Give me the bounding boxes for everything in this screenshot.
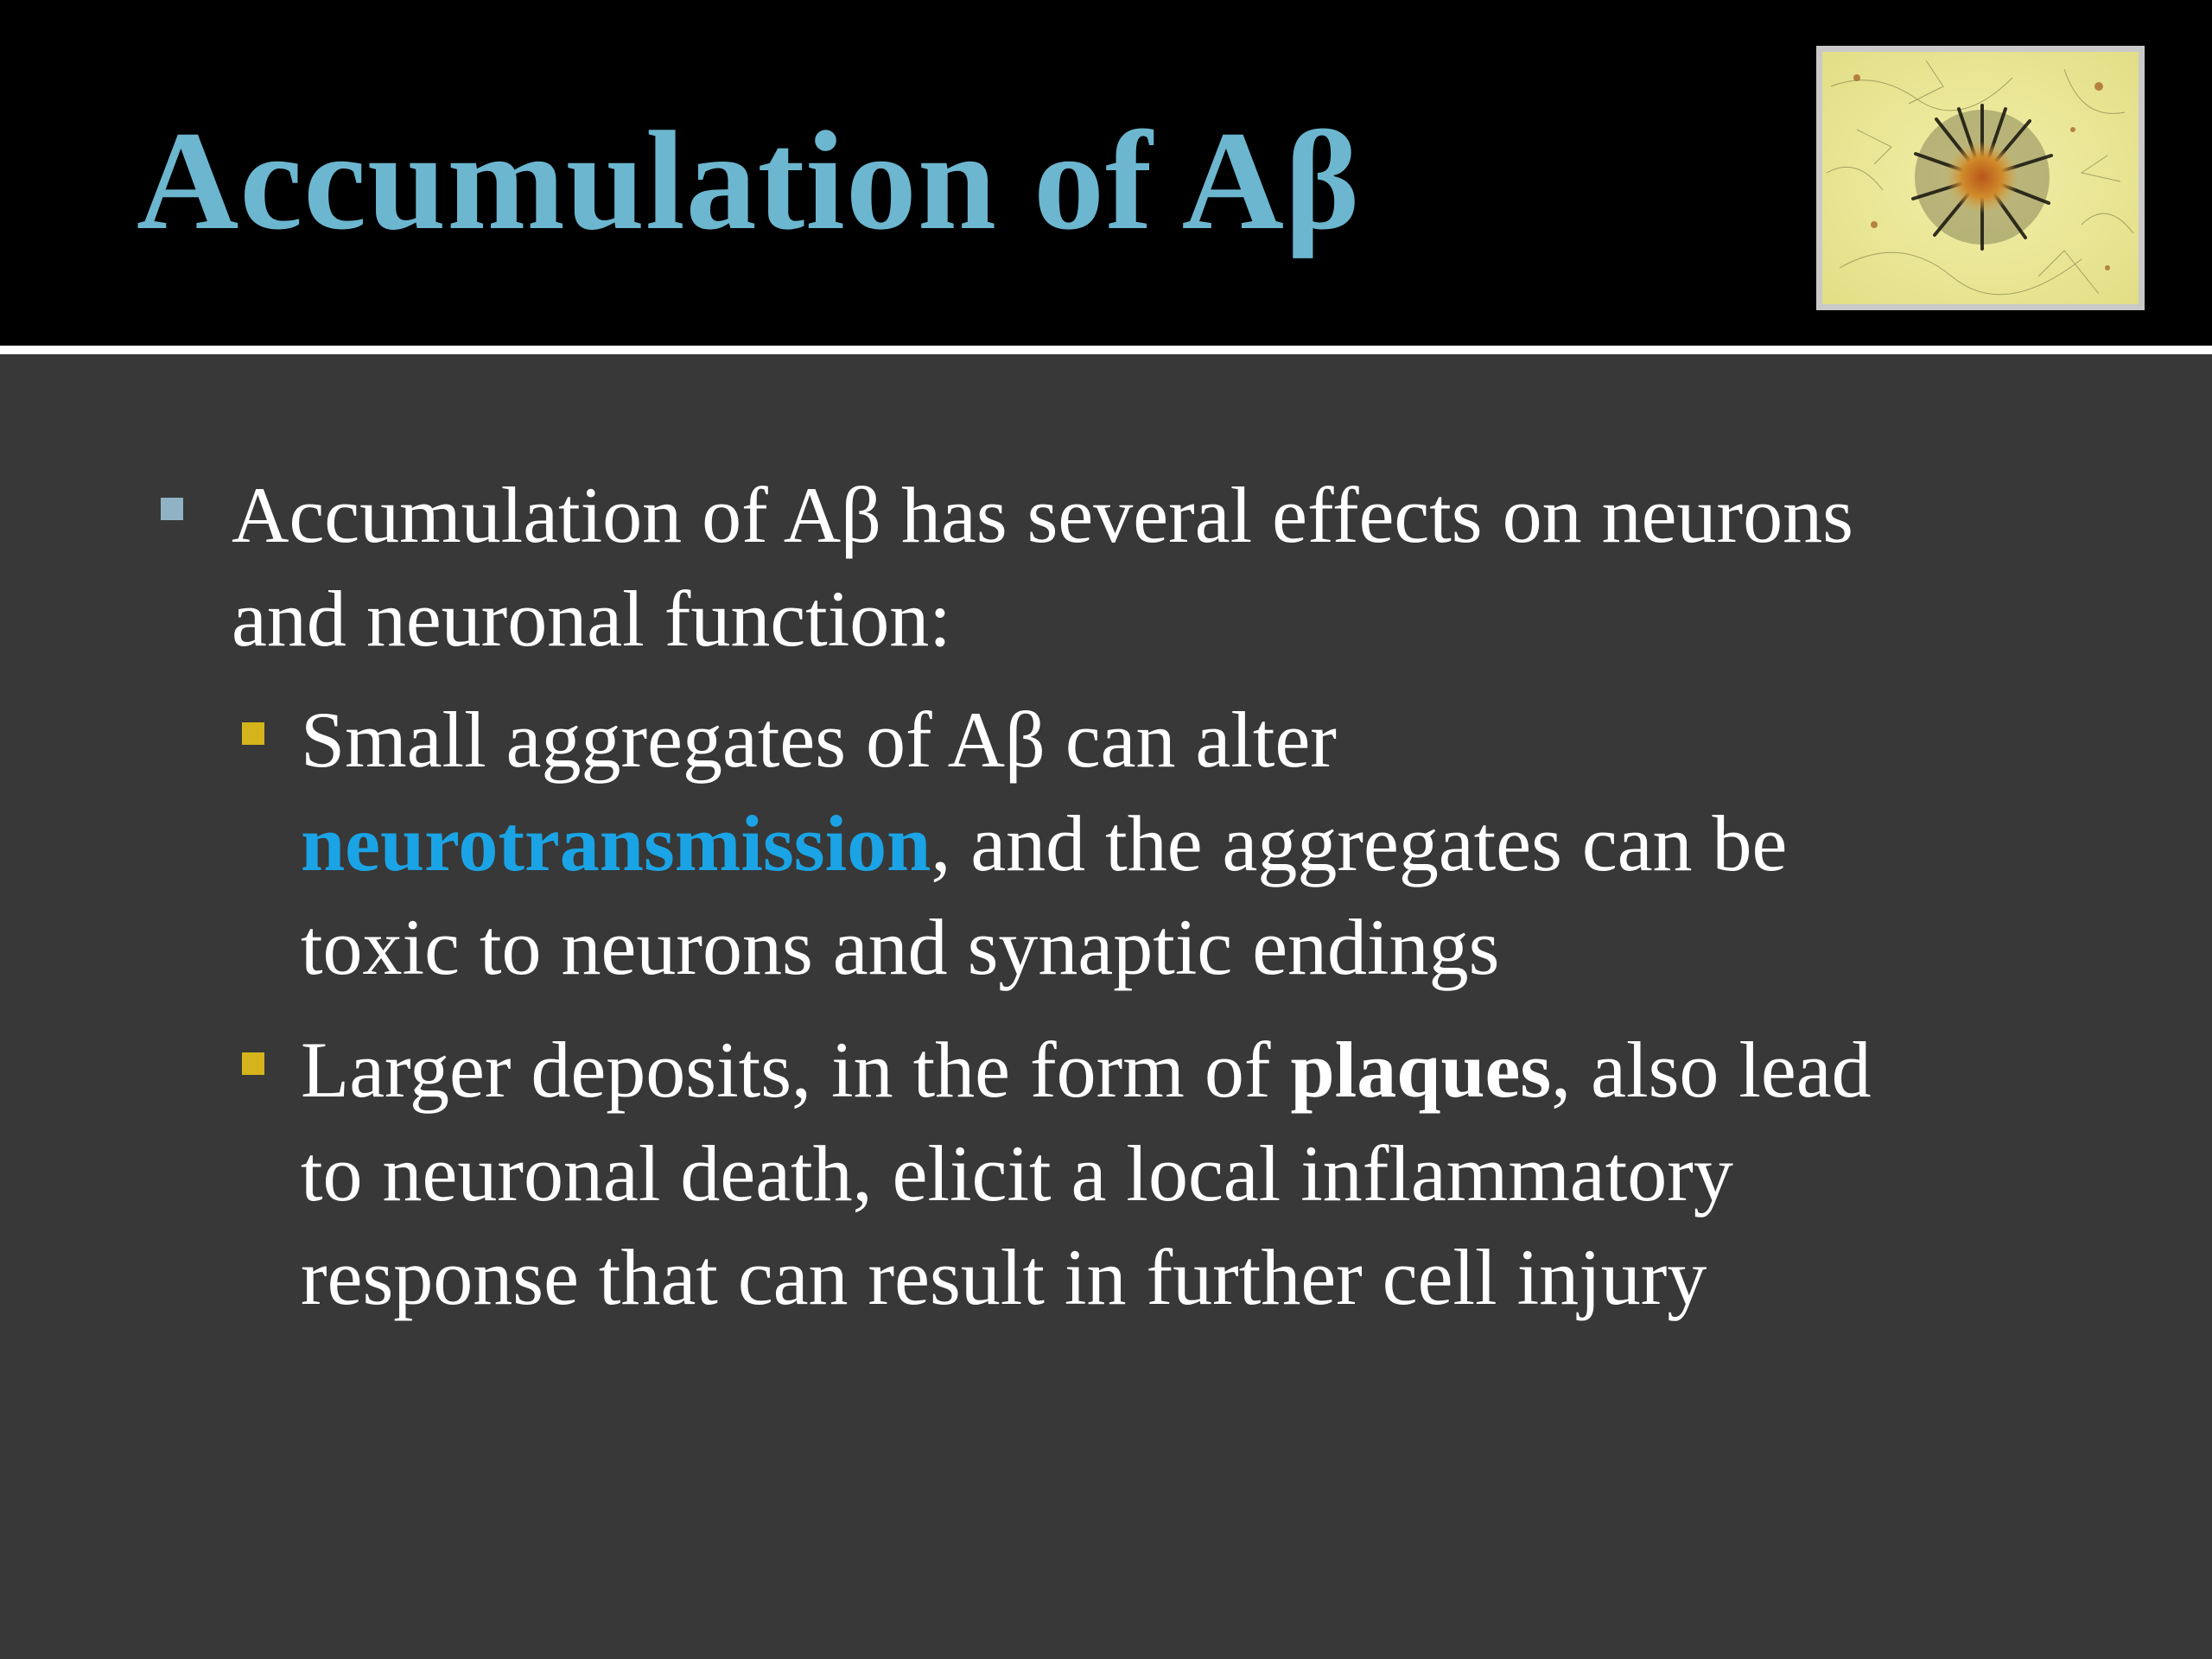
bullet-text-line: to neuronal death, elicit a local inflammatory bbox=[301, 1129, 1733, 1217]
bullet-text-line bbox=[301, 1018, 2029, 1122]
bullet-text-fragment: , also lead bbox=[1551, 1026, 1872, 1114]
bullet-text-line bbox=[301, 791, 2029, 895]
bullet-text-fragment: , and the aggregates can be bbox=[931, 799, 1788, 887]
sub-bullet-plaques bbox=[301, 1018, 2029, 1329]
bullet-text-line: toxic to neurons and synaptic endings bbox=[301, 903, 1500, 991]
bullet-text-line: and neuronal function: bbox=[232, 575, 951, 663]
slide-title: Accumulation of Aβ bbox=[137, 103, 1361, 259]
bullet-text-line: response that can result in further cell injury bbox=[301, 1233, 1707, 1321]
bullet-text-line: Small aggregates of Aβ can alter bbox=[301, 696, 1337, 784]
bullet-text-line: Accumulation of Aβ has several effects on neurons bbox=[232, 471, 1853, 559]
bullet-square-icon bbox=[161, 498, 183, 520]
plaques-bold-term: plaques bbox=[1290, 1026, 1552, 1114]
bullet-text-fragment: Larger deposits, in the form of bbox=[301, 1026, 1291, 1114]
neurotransmission-highlight: neurotransmission bbox=[301, 799, 931, 887]
sub-bullet-aggregates bbox=[301, 688, 2029, 999]
bullet-level-1 bbox=[232, 463, 2133, 671]
sub-bullet-square-icon bbox=[242, 1052, 264, 1075]
sub-bullet-square-icon bbox=[242, 722, 264, 745]
